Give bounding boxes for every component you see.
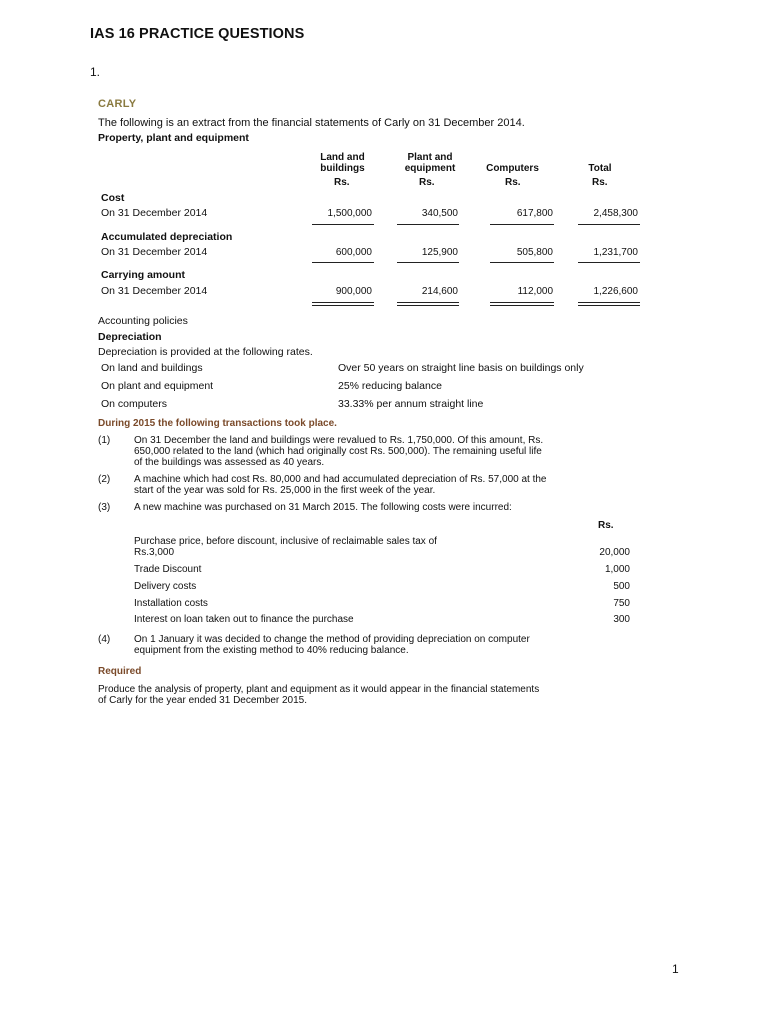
- underline: [578, 262, 640, 263]
- cost-value: 750: [613, 598, 630, 609]
- cost-item: Delivery costs: [134, 581, 197, 592]
- cost-value: 300: [613, 614, 630, 625]
- section-heading-depreciation: Accumulated depreciation: [101, 231, 233, 243]
- rate-value: 33.33% per annum straight line: [338, 398, 484, 410]
- rate-asset: On plant and equipment: [101, 380, 214, 392]
- question-number: 1.: [90, 65, 101, 79]
- row-label: On 31 December 2014: [101, 285, 208, 297]
- page-number: 1: [672, 962, 679, 976]
- transaction-text: On 31 December the land and buildings were revalued to Rs. 1,750,000. Of this amount, Rs. 650,000 related to the land (which had originally cost Rs. 500,000). The remaining useful life of the buildings was assessed as 40 years.: [134, 435, 544, 468]
- double-underline: [397, 302, 459, 303]
- cell-value: 340,500: [421, 208, 458, 219]
- double-underline: [312, 302, 374, 303]
- cell-value: 900,000: [335, 286, 372, 297]
- section-heading-carrying: Carrying amount: [101, 269, 186, 281]
- double-underline: [312, 305, 374, 306]
- transaction-number: (2): [98, 474, 111, 485]
- cost-value: 500: [613, 581, 630, 592]
- transaction-text: On 1 January it was decided to change the method of providing depreciation on computer equipment from the existing method to 40% reducing balance.: [134, 634, 530, 656]
- row-label: On 31 December 2014: [101, 207, 208, 219]
- cost-value: 1,000: [604, 564, 630, 575]
- cell-value: 2,458,300: [593, 208, 638, 219]
- column-unit: Rs.: [505, 177, 521, 188]
- column-unit: Rs.: [334, 177, 350, 188]
- cell-value: 617,800: [516, 208, 553, 219]
- cell-value: 600,000: [335, 247, 372, 258]
- cost-item: Installation costs: [134, 598, 208, 609]
- page-title: IAS 16 PRACTICE QUESTIONS: [90, 26, 305, 42]
- transaction-text: A machine which had cost Rs. 80,000 and had accumulated depreciation of Rs. 57,000 at the start of the year was sold for Rs. 25,000 in the first week of the year.: [134, 474, 547, 496]
- transaction-text: A new machine was purchased on 31 March 2015. The following costs were incurred:: [134, 502, 512, 513]
- underline: [312, 224, 374, 225]
- cell-value: 214,600: [421, 286, 458, 297]
- underline: [490, 262, 554, 263]
- policies-intro: Depreciation is provided at the following rates.: [98, 346, 313, 358]
- double-underline: [397, 305, 459, 306]
- cell-value: 1,500,000: [327, 208, 372, 219]
- required-text: Produce the analysis of property, plant and equipment as it would appear in the financial statements of Carly for the year ended 31 December 2015.: [98, 684, 540, 706]
- transaction-number: (4): [98, 634, 111, 645]
- section-heading-cost: Cost: [101, 192, 125, 204]
- double-underline: [578, 302, 640, 303]
- required-heading: Required: [98, 666, 142, 677]
- double-underline: [490, 305, 554, 306]
- underline: [578, 224, 640, 225]
- cell-value: 1,226,600: [593, 286, 638, 297]
- double-underline: [490, 302, 554, 303]
- underline: [490, 224, 554, 225]
- transactions-heading: During 2015 the following transactions took place.: [98, 418, 337, 429]
- column-unit: Rs.: [419, 177, 435, 188]
- column-header-computers: Computers: [486, 163, 539, 174]
- rate-value: 25% reducing balance: [338, 380, 442, 392]
- rate-value: Over 50 years on straight line basis on buildings only: [338, 362, 584, 374]
- rate-asset: On computers: [101, 398, 167, 410]
- cost-item: Interest on loan taken out to finance the purchase: [134, 614, 354, 625]
- cell-value: 112,000: [517, 286, 553, 297]
- transaction-number: (1): [98, 435, 111, 446]
- table-title: Property, plant and equipment: [98, 132, 249, 144]
- row-label: On 31 December 2014: [101, 246, 208, 258]
- cost-item: Purchase price, before discount, inclusive of reclaimable sales tax of Rs.3,000: [134, 536, 437, 558]
- policies-subheading: Depreciation: [98, 331, 162, 343]
- double-underline: [578, 305, 640, 306]
- intro-text: The following is an extract from the financial statements of Carly on 31 December 2014.: [98, 117, 525, 129]
- column-unit: Rs.: [592, 177, 608, 188]
- rate-asset: On land and buildings: [101, 362, 203, 374]
- underline: [397, 224, 459, 225]
- policies-heading: Accounting policies: [98, 315, 188, 327]
- column-header-land: Land and buildings: [320, 152, 365, 174]
- column-header-total: Total: [588, 163, 612, 174]
- cell-value: 1,231,700: [593, 247, 638, 258]
- company-name: CARLY: [98, 98, 137, 110]
- underline: [397, 262, 459, 263]
- underline: [312, 262, 374, 263]
- column-header-plant: Plant and equipment: [404, 152, 456, 174]
- cell-value: 505,800: [516, 247, 553, 258]
- cost-unit: Rs.: [598, 520, 614, 531]
- cell-value: 125,900: [421, 247, 458, 258]
- transaction-number: (3): [98, 502, 111, 513]
- cost-item: Trade Discount: [134, 564, 202, 575]
- cost-value: 20,000: [599, 547, 630, 558]
